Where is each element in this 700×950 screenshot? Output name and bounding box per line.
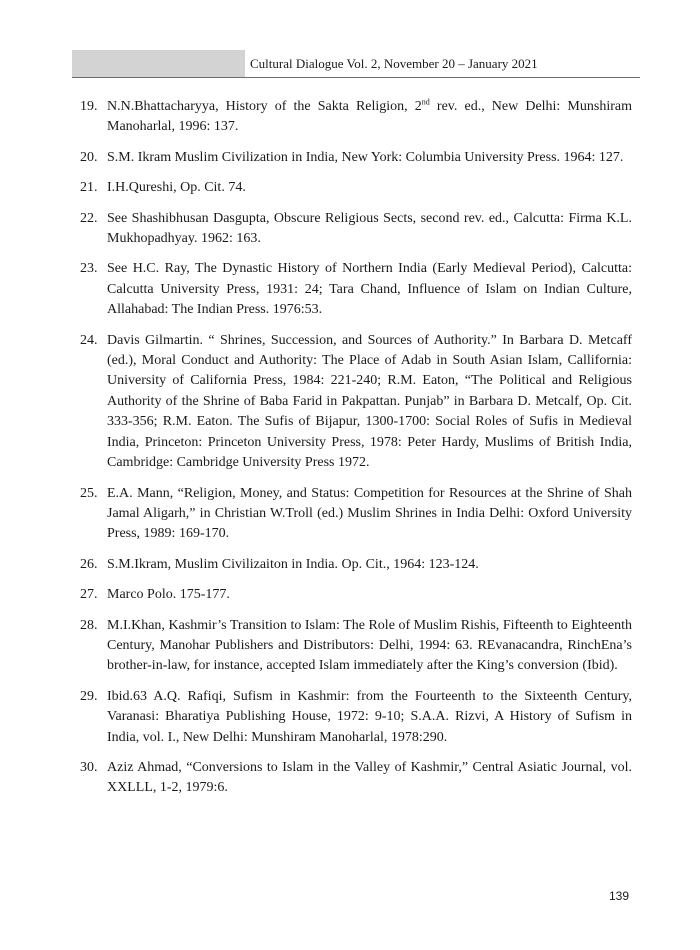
endnote-number: 29. (80, 688, 98, 704)
endnote-text-part: N.N.Bhattacharyya, History of the Sakta Religion, 2 (107, 99, 422, 114)
endnote-21 (80, 178, 632, 198)
endnote-28 (80, 616, 632, 677)
endnote-27 (80, 585, 632, 605)
endnote-22 (80, 209, 632, 250)
page-number: 139 (609, 889, 630, 903)
endnote-number: 28. (80, 617, 98, 633)
endnote-number: 21. (80, 180, 98, 196)
endnote-30 (80, 758, 632, 799)
endnote-number: 23. (80, 261, 98, 277)
endnote-number: 27. (80, 587, 98, 603)
endnote-24 (80, 331, 632, 474)
endnote-number: 20. (80, 149, 98, 165)
endnote-text: S.M.Ikram, Muslim Civilizaiton in India. Op. Cit., 1964: 123-124. (107, 556, 479, 572)
endnote-text: See Shashibhusan Dasgupta, Obscure Religious Sects, second rev. ed., Calcutta: Firma K.L. Mukhopadhyay. 1962: 163. (107, 210, 632, 247)
endnote-29 (80, 687, 632, 748)
endnote-text: M.I.Khan, Kashmir’s Transition to Islam: The Role of Muslim Rishis, Fifteenth to Eighteenth Century, Manohar Publishers and Distributors: Delhi, 1994: 63. REvanacandra, RinchEna’s brother-in-law, for instance, accepted Islam immediately after the King’s conversion (Ibid). (107, 617, 632, 674)
endnote-25 (80, 484, 632, 545)
running-header (72, 50, 640, 78)
ordinal-superscript: nd (421, 97, 430, 107)
header-grey-block (72, 50, 245, 78)
journal-title: Cultural Dialogue Vol. 2, November 20 – January 2021 (250, 56, 538, 71)
endnote-number: 24. (80, 332, 98, 348)
endnote-number: 22. (80, 210, 98, 226)
endnote-text: Marco Polo. 175-177. (107, 587, 230, 603)
endnote-text: S.M. Ikram Muslim Civilization in India, New York: Columbia University Press. 1964: 127. (107, 149, 624, 165)
endnote-23 (80, 259, 632, 320)
endnote-text: Davis Gilmartin. “ Shrines, Succession, and Sources of Authority.” In Barbara D. Metcaff (ed.), Moral Conduct and Authority: The Place of Adab in South Asian Islam, Callifornia: University of California Press, 1984: 221-240; R.M. Eaton, “The Political and Religious Authority of the Shrine of Baba Farid in Pakpattan. Punjab” in Barbara D. Metcalf, Op. Cit. 333-356; R.M. Eaton. The Sufis of Bijapur, 1300-1700: Social Roles of Sufis in Medieval India, Princeton: Princeton University Press, 1978: Peter Hardy, Muslims of British India, Cambridge: Cambridge University Press 1972. (107, 332, 632, 471)
endnote-text: See H.C. Ray, The Dynastic History of Northern India (Early Medieval Period), Calcutta: Calcutta University Press, 1931: 24; Tara Chand, Influence of Islam on Indian Culture, Allahabad: The Indian Press. 1976:53. (107, 261, 632, 318)
endnote-19 (80, 97, 632, 138)
endnote-number: 26. (80, 556, 98, 572)
endnote-26 (80, 555, 632, 575)
endnote-text: I.H.Qureshi, Op. Cit. 74. (107, 180, 246, 196)
endnote-20 (80, 148, 632, 168)
endnotes-list (80, 97, 632, 809)
endnote-text (107, 97, 632, 138)
endnote-text-part: rev. ed., New Delhi: Munshiram Manoharlal, 1996: 137. (107, 99, 632, 135)
endnote-text: E.A. Mann, “Religion, Money, and Status: Competition for Resources at the Shrine of Shah Jamal Aligarh,” in Christian W.Troll (ed.) Muslim Shrines in India Delhi: Oxford University Press, 1989: 169-170. (107, 485, 632, 542)
endnote-number: 19. (80, 99, 98, 114)
endnote-number: 25. (80, 485, 98, 501)
header-rule (72, 77, 640, 78)
endnote-number: 30. (80, 759, 98, 775)
endnote-text: Aziz Ahmad, “Conversions to Islam in the Valley of Kashmir,” Central Asiatic Journal, vol. XXLLL, 1-2, 1979:6. (107, 759, 632, 796)
endnote-text: Ibid.63 A.Q. Rafiqi, Sufism in Kashmir: from the Fourteenth to the Sixteenth Century, Varanasi: Bharatiya Publishing House, 1972: 9-10; S.A.A. Rizvi, A History of Sufism in India, vol. I., New Delhi: Munshiram Manoharlal, 1978:290. (107, 688, 632, 745)
